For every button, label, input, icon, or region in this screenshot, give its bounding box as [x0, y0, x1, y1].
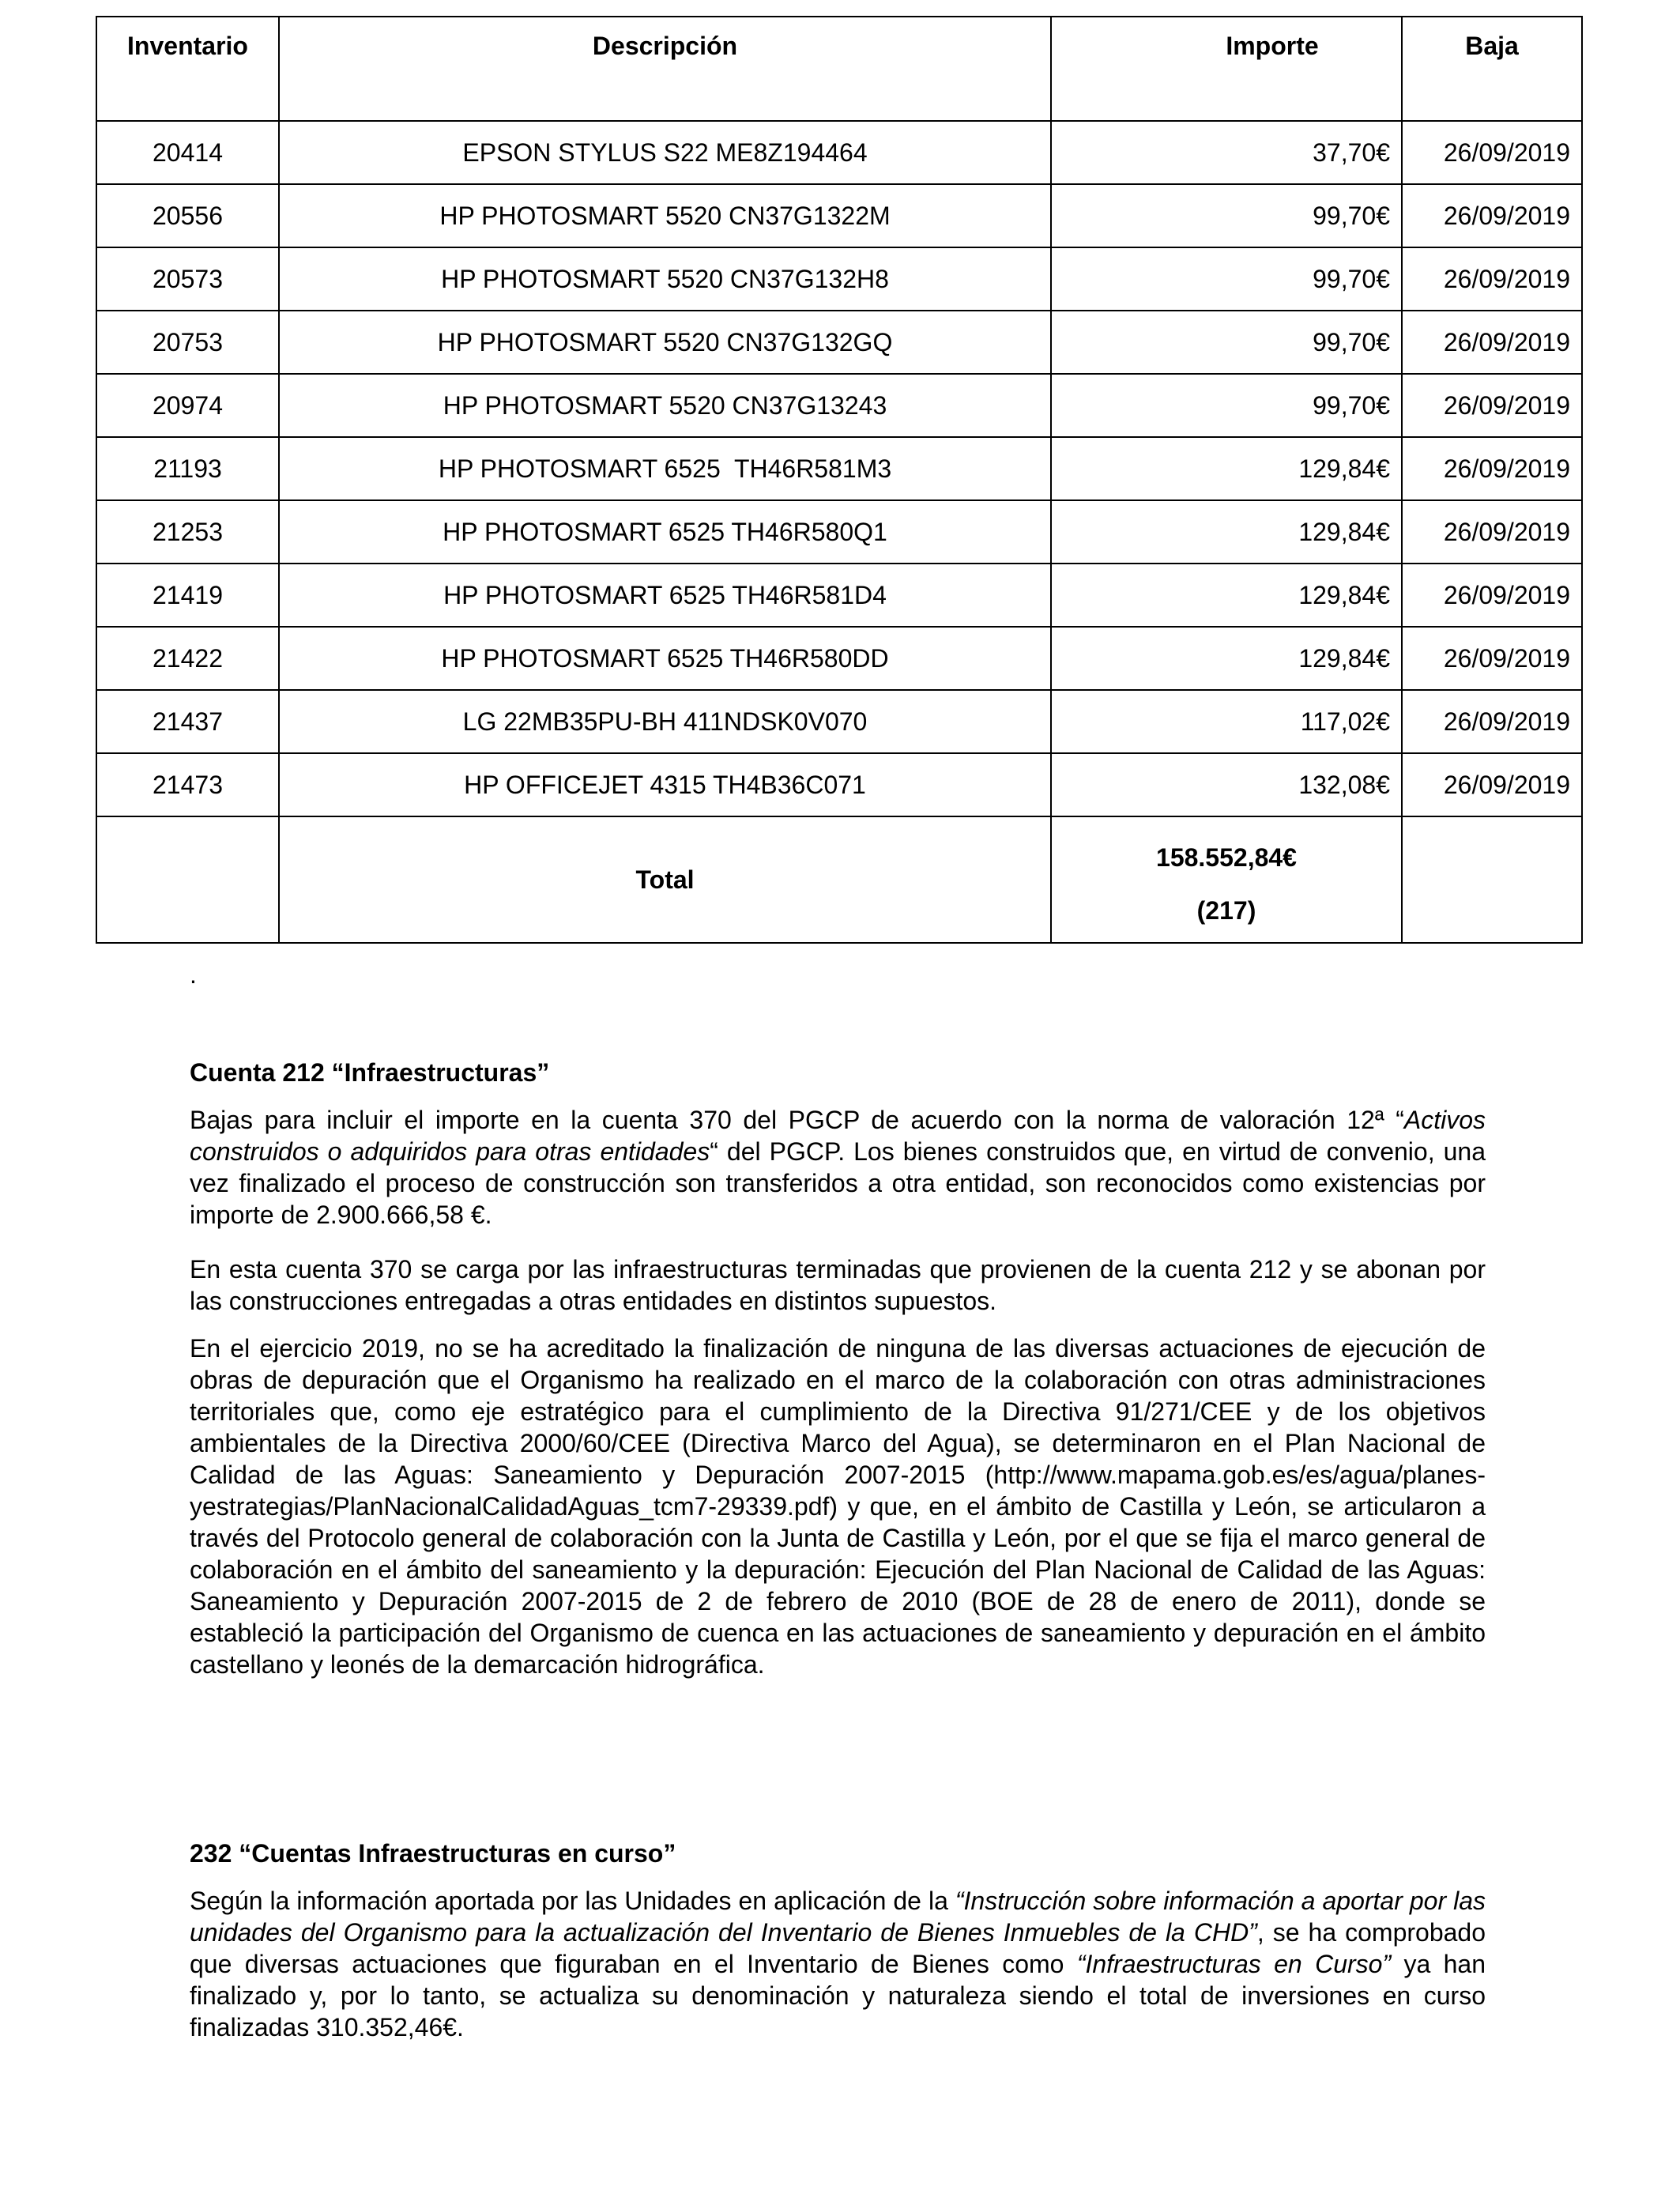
total-count: (217) [1196, 896, 1256, 925]
table-row [96, 500, 1582, 564]
cell-inventario: 20974 [96, 374, 279, 437]
table-row [96, 690, 1582, 753]
cell-baja: 26/09/2019 [1402, 374, 1582, 437]
section2-p1-italic-1: “Instrucción sobre información a aportar por las unidades del Organismo para la actualización del Inventario de Bienes Inmuebles de la CHD” [190, 1887, 1486, 1947]
table-row [96, 627, 1582, 690]
header-baja: Baja [1402, 17, 1582, 121]
cell-baja: 26/09/2019 [1402, 753, 1582, 816]
cell-inventario: 21193 [96, 437, 279, 500]
cell-importe: 129,84€ [1051, 437, 1402, 500]
cell-inventario: 20753 [96, 311, 279, 374]
section1-p1-text-a: Bajas para incluir el importe en la cuenta 370 del PGCP de acuerdo con la norma de valoración 12ª “ [190, 1106, 1404, 1134]
cell-descripcion: HP PHOTOSMART 5520 CN37G13243 [279, 374, 1051, 437]
cell-baja: 26/09/2019 [1402, 500, 1582, 564]
section1-paragraph-2: En esta cuenta 370 se carga por las infraestructuras terminadas que provienen de la cuenta 212 y se abonan por las construcciones entregadas a otras entidades en distintos supuestos. [190, 1255, 1486, 1315]
cell-importe: 117,02€ [1051, 690, 1402, 753]
cell-importe: 132,08€ [1051, 753, 1402, 816]
cell-descripcion: HP PHOTOSMART 5520 CN37G132GQ [279, 311, 1051, 374]
table-row [96, 247, 1582, 311]
header-importe: Importe [1051, 17, 1402, 121]
section1-heading: Cuenta 212 “Infraestructuras” [190, 1058, 550, 1087]
table-row [96, 564, 1582, 627]
table-total-row [96, 816, 1582, 943]
cell-descripcion: HP PHOTOSMART 6525 TH46R581D4 [279, 564, 1051, 627]
section2-heading: 232 “Cuentas Infraestructuras en curso” [190, 1839, 676, 1868]
cell-baja: 26/09/2019 [1402, 690, 1582, 753]
cell-baja: 26/09/2019 [1402, 184, 1582, 247]
cell-inventario: 20414 [96, 121, 279, 184]
table-row [96, 311, 1582, 374]
table-row [96, 121, 1582, 184]
table-row [96, 437, 1582, 500]
cell-descripcion: HP PHOTOSMART 6525 TH46R581M3 [279, 437, 1051, 500]
cell-descripcion: HP PHOTOSMART 6525 TH46R580Q1 [279, 500, 1051, 564]
total-label: Total [279, 816, 1051, 943]
cell-importe: 37,70€ [1051, 121, 1402, 184]
cell-baja: 26/09/2019 [1402, 564, 1582, 627]
cell-importe: 129,84€ [1051, 564, 1402, 627]
section2-p1-text-b: , se ha comprobado que diversas actuaciones que figuraban en el Inventario de Bienes como [190, 1918, 1486, 1978]
section2-p1-text-c: ya han finalizado y, por lo tanto, se actualiza su denominación y naturaleza siendo el total de inversiones en curso finalizadas 310.352,46€. [190, 1950, 1486, 2041]
cell-descripcion: HP OFFICEJET 4315 TH4B36C071 [279, 753, 1051, 816]
cell-baja: 26/09/2019 [1402, 121, 1582, 184]
section2-p1-text-a: Según la información aportada por las Unidades en aplicación de la [190, 1887, 955, 1915]
cell-inventario: 21422 [96, 627, 279, 690]
cell-importe: 129,84€ [1051, 500, 1402, 564]
table-row [96, 184, 1582, 247]
cell-descripcion: HP PHOTOSMART 6525 TH46R580DD [279, 627, 1051, 690]
cell-descripcion: HP PHOTOSMART 5520 CN37G132H8 [279, 247, 1051, 311]
cell-descripcion: EPSON STYLUS S22 ME8Z194464 [279, 121, 1051, 184]
cell-inventario: 20556 [96, 184, 279, 247]
cell-baja: 26/09/2019 [1402, 247, 1582, 311]
table-row [96, 753, 1582, 816]
cell-inventario: 20573 [96, 247, 279, 311]
cell-importe: 99,70€ [1051, 247, 1402, 311]
cell-inventario: 21419 [96, 564, 279, 627]
section2-p1-italic-2: “Infraestructuras en Curso” [1076, 1950, 1392, 1978]
cell-descripcion: LG 22MB35PU-BH 411NDSK0V070 [279, 690, 1051, 753]
table-body [96, 121, 1582, 943]
section1-p1-italic: Activos construidos o adquiridos para otras entidades [190, 1106, 1486, 1166]
cell-inventario: 21437 [96, 690, 279, 753]
cell-inventario: 21473 [96, 753, 279, 816]
cell-descripcion: HP PHOTOSMART 5520 CN37G1322M [279, 184, 1051, 247]
cell-baja: 26/09/2019 [1402, 627, 1582, 690]
section1-paragraph-1 [190, 1104, 1486, 1231]
table-header-row [96, 17, 1582, 121]
cell-baja: 26/09/2019 [1402, 311, 1582, 374]
stray-dot: . [190, 960, 197, 989]
total-amount: 158.552,84€ [1156, 843, 1297, 872]
cell-importe: 99,70€ [1051, 311, 1402, 374]
cell-empty [96, 816, 279, 943]
cell-baja: 26/09/2019 [1402, 437, 1582, 500]
header-inventario: Inventario [96, 17, 279, 121]
cell-importe: 129,84€ [1051, 627, 1402, 690]
inventory-table [96, 16, 1583, 944]
header-descripcion: Descripción [279, 17, 1051, 121]
total-importe [1051, 816, 1402, 943]
table-row [96, 374, 1582, 437]
cell-empty [1402, 816, 1582, 943]
section2-paragraph-1 [190, 1885, 1486, 2043]
cell-importe: 99,70€ [1051, 374, 1402, 437]
section1-p1-text-b: “ del PGCP. Los bienes construidos que, en virtud de convenio, una vez finalizado el proceso de construcción son transferidos a otra entidad, son reconocidos como existencias por importe de 2.900.666,58 €. [190, 1137, 1486, 1229]
cell-importe: 99,70€ [1051, 184, 1402, 247]
cell-inventario: 21253 [96, 500, 279, 564]
section1-paragraph-3: En el ejercicio 2019, no se ha acreditado la finalización de ninguna de las diversas actuaciones de ejecución de obras de depuración que el Organismo ha realizado en el marco de la colaboración con otras administraciones territoriales que, como eje estratégico para el cumplimiento de la Directiva 91/271/CEE y de los objetivos ambientales de la Directiva 2000/60/CEE (Directiva Marco del Agua), se determinaron en el Plan Nacional de Calidad de las Aguas: Saneamiento y Depuración 2007-2015 (http://www.mapama.gob.es/es/agua/planes-yestrategias/PlanNacionalCalidadAguas_tcm7-29339.pdf) y que, en el ámbito de Castilla y León, se articularon a través del Protocolo general de colaboración con la Junta de Castilla y León, por el que se fija el marco general de colaboración en el ámbito del saneamiento y la depuración: Ejecución del Plan Nacional de Calidad de las Aguas: Saneamiento y Depuración 2007-2015 de 2 de febrero de 2010 (BOE de 28 de enero de 2011), donde se estableció la participación del Organismo de cuenca en las actuaciones de saneamiento y depuración en el ámbito castellano y leonés de la demarcación hidrográfica. [190, 1334, 1486, 1679]
